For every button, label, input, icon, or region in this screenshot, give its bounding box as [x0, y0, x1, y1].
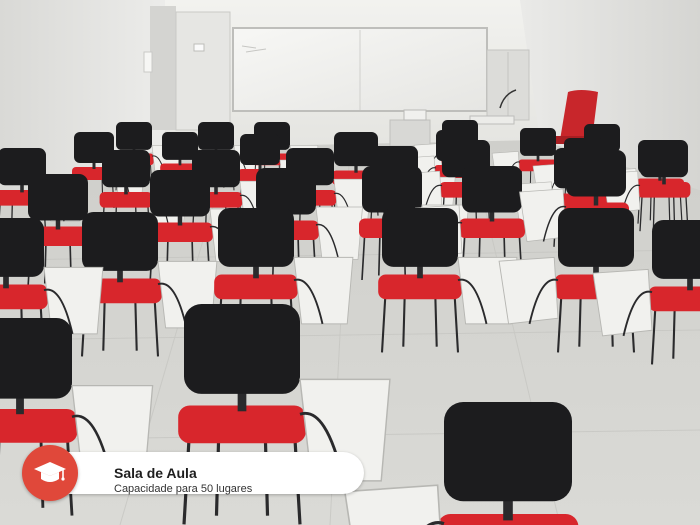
- caption-card: [22, 445, 364, 497]
- door-sign: [194, 44, 204, 51]
- graduation-cap-icon: [33, 458, 67, 488]
- wall-note: [144, 52, 152, 72]
- door-frame: [150, 6, 176, 130]
- door: [176, 12, 230, 130]
- caption-title: Sala de Aula: [114, 465, 197, 481]
- teacher-desk: [390, 120, 430, 146]
- projector: [404, 110, 426, 120]
- caption-badge: [22, 445, 78, 501]
- caption-pill: [48, 452, 364, 494]
- caption-subtitle: Capacidade para 50 lugares: [114, 483, 253, 495]
